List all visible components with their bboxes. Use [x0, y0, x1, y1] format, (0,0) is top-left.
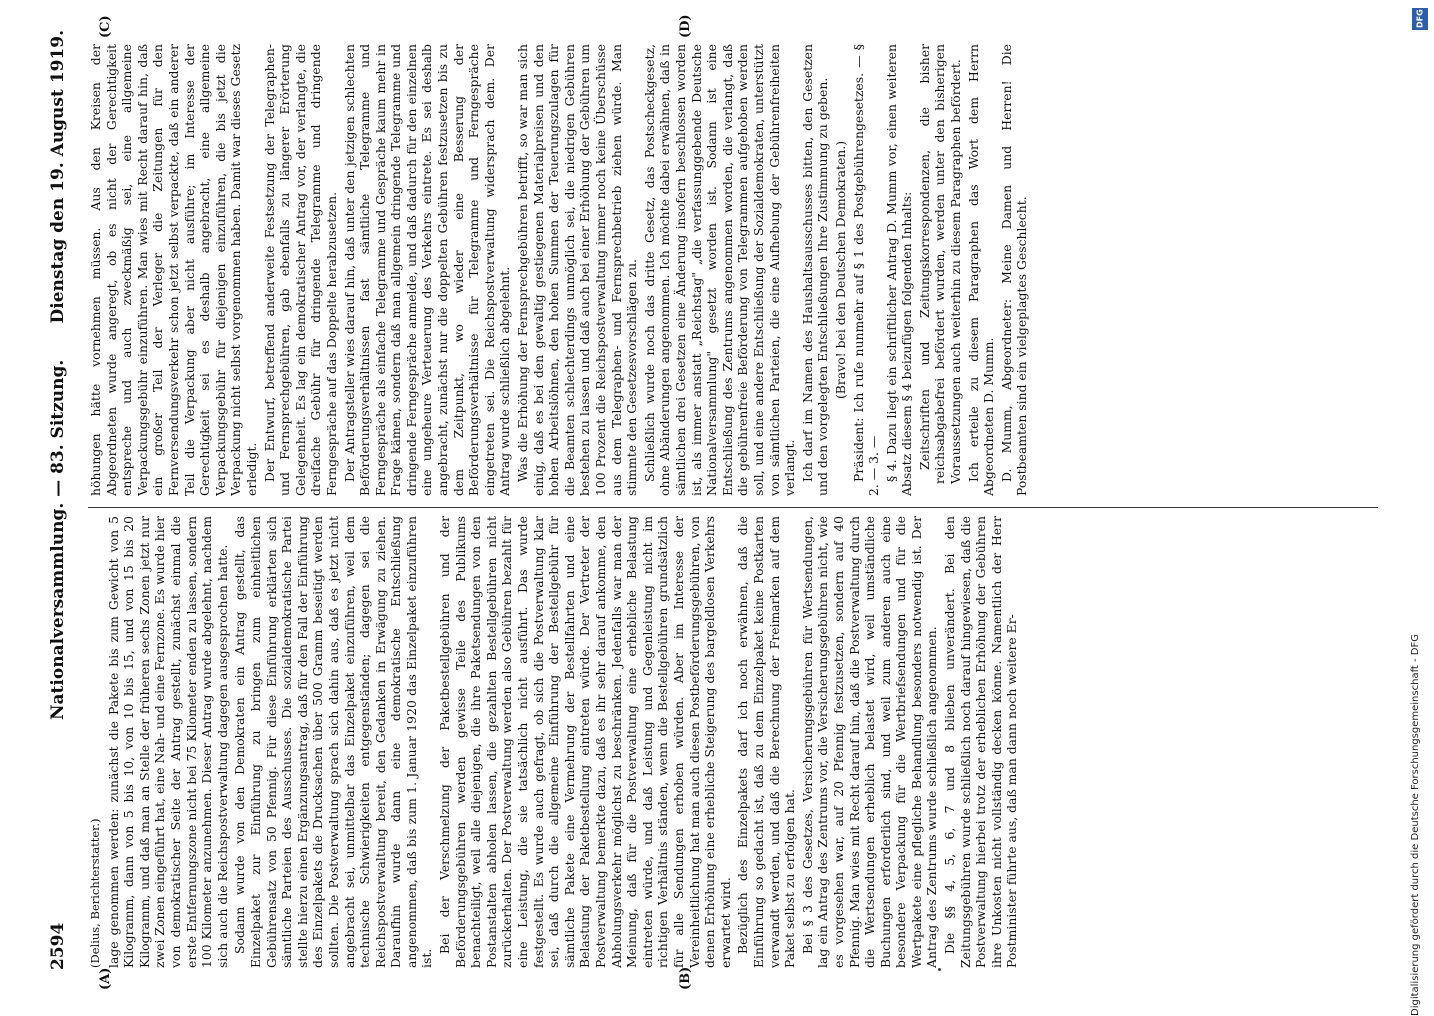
- margin-marker-c: (C): [98, 15, 113, 38]
- paragraph: Bei der Verschmelzung der Paketbestellgebühren und der Beförderungsgebühren werden gewisse Teile des Publikums benachteiligt, weil alle diejenigen, die ihre Paketsendungen von den Postanstalten abholen lassen, die gezahlten Bestellgebühren nicht zurückerhalten. Der Postverwaltung werden also Gebühren bezahlt für eine Leistung, die sie tatsächlich nicht ausführt. Das wurde festgestellt. Es wurde auch gefragt, ob sich die Postverwaltung klar sei, daß durch die allgemeine Einführung der Bestellgebühr für sämtliche Pakete eine Vermehrung der Bestellfahrten und eine Belastung der Paketbestellung eintreten würde. Der Vertreter der Postverwaltung bemerkte dazu, daß es ihr sehr darauf ankomme, den Abholungsverkehr möglichst zu beschränken. Jedenfalls war man der Meinung, daß für die Postverwaltung eine erhebliche Belastung eintreten würde, und daß Leistung und Gegenleistung nicht im richtigen Verhältnis ständen, wenn die Bestellgebühren grundsätzlich für alle Sendungen erhoben würden. Aber im Interesse der Vereinheitlichung hat man auch diesen Postbeförderungsgebühren, von denen Erhöhung eine erhebliche Steigerung des bargeldlosen Verkehrs erwartet wird.: [437, 516, 733, 968]
- margin-marker-a: (A): [98, 967, 113, 990]
- applause-note: (Bravo! bei den Deutschen Demokraten.): [832, 140, 848, 400]
- paragraph: Ich darf im Namen des Haushaltsausschusses bitten, den Gesetzen und den vorgelegten Entschließungen Ihre Zustimmung zu geben.: [799, 44, 831, 496]
- paragraph: Bezüglich des Einzelpakets darf ich noch erwähnen, daß die Einführung so gedacht ist, daß zu dem Einzelpaket keine Postkarten verwandt werden, und daß die Berechnung der Freimarken auf dem Paket selbst zu erfolgen hat.: [735, 516, 798, 968]
- dfg-logo: DFG: [1412, 8, 1428, 30]
- margin-marker-d: (D): [678, 14, 693, 38]
- page-title: Nationalversammlung. — 83. Sitzung.: [48, 359, 68, 720]
- paragraph: Die §§ 4, 5, 6, 7 und 8 blieben unverändert. Bei den Zeitungsgebühren wurde schließlich noch darauf hingewiesen, daß die Postverwaltung hierbei trotz der erheblichen Erhöhung der Gebühren ihre Unkosten nicht vollständig decken könne. Namentlich der Herr Postminister führte aus, daß man dann noch weitere Er-: [942, 516, 1020, 968]
- rotated-page: [28, 10, 1408, 990]
- paragraph: Sodann wurde von den Demokraten ein Antrag gestellt, das Einzelpaket zur Einführung zu bringen zum einheitlichen Gebührensatz von 50 Pfennig. Für diese Einführung erklärten sich sämtliche Parteien des Ausschusses. Die sozialdemokratische Partei stellte hierzu einen Ergänzungsantrag, daß für den Fall der Einführung des Einzelpakets die Drucksachen über 500 Gramm beseitigt werden sollten. Die Postverwaltung sprach sich dahin aus, daß es jetzt nicht angebracht sei, unmittelbar das Einzelpaket einzuführen, weil dem technische Schwierigkeiten entgegenständen; dagegen sei die Reichspostverwaltung bereit, den Gedanken in Erwägung zu ziehen. Daraufhin wurde dann eine demokratische Entschließung angenommen, daß bis zum 1. Januar 1920 das Einzelpaket einzuführen ist.: [232, 516, 435, 968]
- speck: [938, 968, 941, 971]
- paragraph: lage genommen werden: zunächst die Pakete bis zum Gewicht von 5 Kilogramm, dann von 5 bis 10, von 10 bis 15, und von 15 bis 20 Kilogramm, und daß man an Stelle der früheren sechs Zonen jetzt nur zwei Zonen eingeführt hat, eine Nah- und eine Fernzone. Es wurde hier von demokratischer Seite der Antrag gestellt, zunächst einmal die erste Entfernungszone nicht bei 75 Kilometer enden zu lassen, sondern 100 Kilometer anzunehmen. Dieser Antrag wurde abgelehnt, nachdem sich auch die Reichspostverwaltung dagegen ausgesprochen hatte.: [105, 516, 230, 968]
- paragraph: § 4. Dazu liegt ein schriftlicher Antrag D. Mumm vor, einen weiteren Absatz diesem § 4 beizufügen folgenden Inhalts:: [883, 44, 915, 496]
- speaker-context: (Delius, Berichterstatter.): [88, 818, 102, 968]
- paragraph: Der Antragsteller wies darauf hin, daß unter den jetzigen schlechten Beförderungsverhältnissen fast sämtliche Telegramme und Ferngespräche als einfache Telegramme und Gespräche kaum mehr in Frage kämen, sondern daß man allgemein dringende Telegramme und dringende Ferngespräche anmelde, und daß dadurch für den einzelnen eine ungeheure Verteuerung des Verkehrs eintrete. Es sei deshalb angebracht, zunächst nur die doppelten Gebühren festzusetzen bis zu dem Zeitpunkt, wo wieder eine Besserung der Beförderungsverhältnisse für Telegramme und Ferngespräche eingetreten sei. Die Reichspostverwaltung widersprach dem. Der Antrag wurde schließlich abgelehnt.: [341, 44, 513, 496]
- paragraph: Ich erteile zu diesem Paragraphen das Wort dem Herrn Abgeordneten D. Mumm.: [965, 44, 997, 496]
- margin-marker-b: (B): [678, 966, 693, 990]
- paragraph: Präsident: Ich rufe nunmehr auf § 1 des Postgebührengesetzes. — § 2. — 3. —: [850, 44, 882, 496]
- column-divider: [88, 507, 1378, 508]
- paragraph: Bei § 3 des Gesetzes, Versicherungsgebühren für Wertsendungen, lag ein Antrag des Zentrums vor, die Versicherungsgebühren nicht, wie es vorgesehen war, auf 20 Pfennig festzusetzen, sondern auf 40 Pfennig. Man wies mit Recht darauf hin, daß die Postverwaltung durch die Wertsendungen erheblich belastet wird, weil umständliche Buchungen erforderlich sind, und weil zum anderen auch eine besondere Verpackung für die Wertbriefsendungen und für die Wertpakete eine pflegliche Behandlung besonders notwendig ist. Der Antrag des Zentrums wurde schließlich angenommen.: [799, 516, 940, 968]
- page-number: 2594: [48, 922, 68, 970]
- right-column: [88, 44, 1388, 496]
- digitization-credit: Digitalisierung gefördert durch die Deutsche Forschungsgemeinschaft - DFG: [1410, 633, 1421, 1016]
- paragraph: Der Entwurf, betreffend anderweite Festsetzung der Telegraphen- und Fernsprechgebühren, gab ebenfalls zu längerer Erörterung Gelegenheit. Es lag ein demokratischer Antrag vor, der verlangte, die dreifache Gebühr für dringende Telegramme und dringende Ferngespräche auf das Doppelte herabzusetzen.: [261, 44, 339, 496]
- left-column: [88, 516, 1388, 968]
- page-header: [42, 30, 76, 970]
- page-date: Dienstag den 19. August 1919.: [48, 30, 68, 324]
- quoted-amendment: Zeitschriften und Zeitungskorrespondenzen, die bisher reichsabgabefrei befördert wurden, werden unter den bisherigen Voraussetzungen auch weiterhin zu diesem Paragraphen befördert.: [916, 44, 964, 484]
- paragraph: Schließlich wurde noch das dritte Gesetz, das Postscheckgesetz, ohne Abänderungen angenommen. Ich möchte dabei erwähnen, daß in sämtlichen drei Gesetzen eine Änderung insofern beschlossen worden ist, als immer anstatt „Reichstag" „die verfassunggebende Deutsche Nationalversammlung" gesetzt worden ist. Sodann ist eine Entschließung des Zentrums angenommen worden, die verlangt, daß die gebührenfreie Beförderung von Telegrammen aufgehoben werden soll, und eine andere Entschließung der Sozialdemokraten, unterstützt von sämtlichen Parteien, die eine Aufhebung der Gebührenfreiheiten verlangt.: [641, 44, 798, 496]
- paragraph: höhungen hätte vornehmen müssen. Aus den Kreisen der Abgeordneten wurde angeregt, ob es nicht der Gerechtigkeit entspreche und auch zweckmäßig sei, eine allgemeine Verpackungsgebühr einzuführen. Man wies mit Recht darauf hin, daß ein großer Teil der Verleger die Zeitungen für den Fernversendungsverkehr schon jetzt selbst verpackte, daß ein anderer Teil die Verpackung aber nicht ausführe; im Interesse der Gerechtigkeit sei es deshalb angebracht, eine allgemeine Verpackungsgebühr für diejenigen einzuführen, die bis jetzt die Verpackung nicht selbst vorgenommen haben. Damit war dieses Gesetz erledigt.: [88, 44, 259, 496]
- paragraph: Was die Erhöhung der Fernsprechgebühren betrifft, so war man sich einig, daß es bei den gewaltig gestiegenen Materialpreisen und den hohen Arbeitslöhnen, den hohen Summen der Teuerungszulagen für die Beamten schlechterdings unmöglich sei, die niedrigen Gebühren bestehen zu lassen und daß auch bei einer Erhöhung der Gebühren um 100 Prozent die Reichspostverwaltung immer noch keine Überschüsse aus dem Telegraphen- und Fernsprechbetrieb ziehen würde. Man stimmte den Gesetzesvorschlägen zu.: [515, 44, 640, 496]
- paragraph: D. Mumm, Abgeordneter: Meine Damen und Herren! Die Postbeamten sind ein vielgeplagtes Geschlecht.: [998, 44, 1030, 496]
